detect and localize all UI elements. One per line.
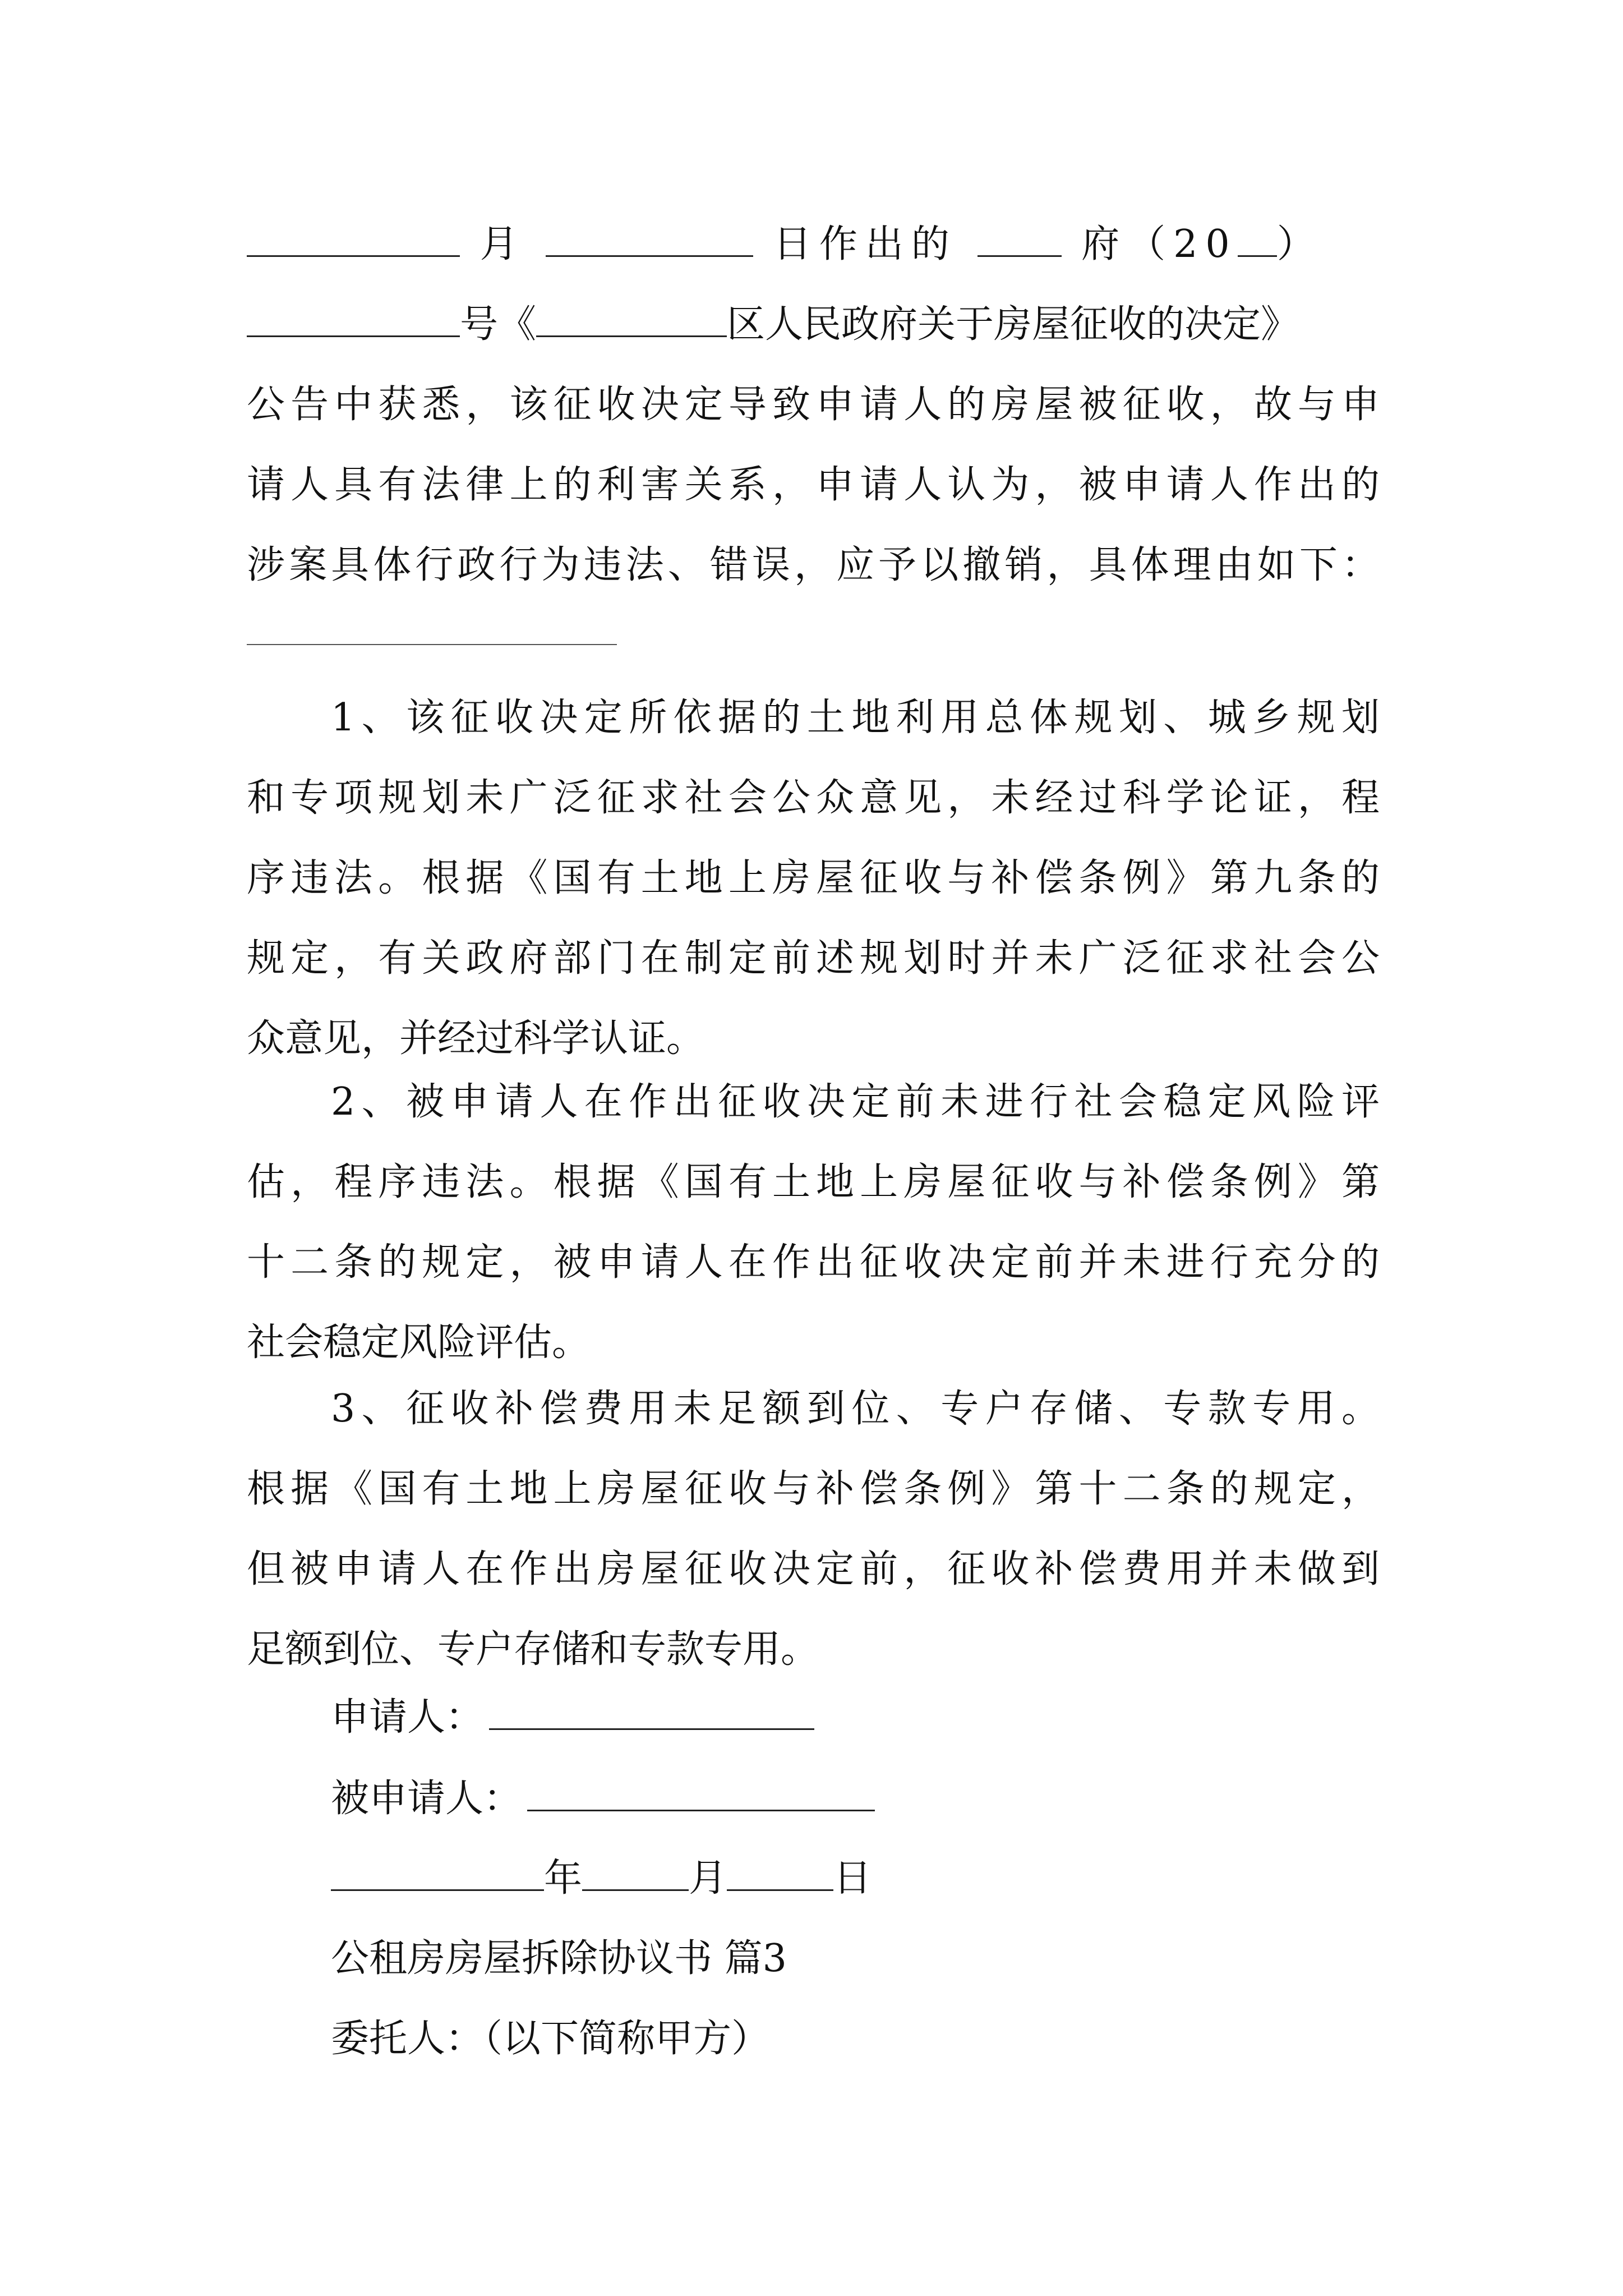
- respondent-line: [331, 1759, 875, 1839]
- reason-1: [247, 678, 1380, 1079]
- blank-year-number: [1238, 222, 1277, 257]
- reason-1-line: 和专项规划未广泛征求社会公众意见，未经过科学论证，程: [247, 776, 1380, 820]
- blank-month: [546, 222, 753, 257]
- fu-label: 府（20: [1081, 222, 1238, 266]
- reason-2-line: 2、被申请人在作出征收决定前未进行社会稳定风险评: [331, 1080, 1380, 1124]
- reason-2-line: 社会稳定风险评估。: [247, 1320, 591, 1365]
- client-line-text: 委托人：（以下简称甲方）: [331, 2017, 770, 2061]
- divider-line: [247, 644, 617, 645]
- close-bracket: ）: [1276, 222, 1323, 266]
- respondent-label: 被申请人：: [331, 1777, 522, 1821]
- section-title: [331, 1918, 787, 1999]
- decision-title: 区人民政府关于房屋征收的决定》: [727, 302, 1299, 347]
- intro-line-4: 请人具有法律上的利害关系，申请人认为，被申请人作出的: [247, 463, 1380, 507]
- intro-line-5: 涉案具体行政行为违法、错误，应予以撤销，具体理由如下：: [247, 543, 1380, 587]
- reason-2: [247, 1062, 1380, 1383]
- date-day-blank: [727, 1856, 833, 1891]
- intro-line-2: [247, 284, 1380, 365]
- blank-number: [247, 302, 460, 337]
- reason-3-line: 3、征收补偿费用未足额到位、专户存储、专款专用。: [331, 1387, 1380, 1431]
- blank-district-name: [536, 302, 727, 337]
- section-title-text: 公租房房屋拆除协议书 篇3: [331, 1936, 787, 1981]
- reason-3-line: 根据《国有土地上房屋征收与补偿条例》第十二条的规定，: [247, 1467, 1380, 1511]
- reason-1-line: 众意见，并经过科学认证。: [247, 1016, 705, 1061]
- reason-3: [247, 1369, 1380, 1690]
- date-month-blank: [582, 1856, 689, 1891]
- reason-2-line: 十二条的规定，被申请人在作出征收决定前并未进行充分的: [247, 1240, 1380, 1285]
- month-label: 月: [689, 1856, 727, 1901]
- applicant-blank: [489, 1695, 814, 1730]
- reason-1-line: 1、该征收决定所依据的土地利用总体规划、城乡规划: [331, 696, 1380, 740]
- blank-district: [978, 222, 1062, 257]
- client-line: [331, 1999, 769, 2079]
- hao-label: 号《: [460, 302, 537, 347]
- reason-1-line: 序违法。根据《国有土地上房屋征收与补偿条例》第九条的: [247, 856, 1380, 900]
- year-label: 年: [544, 1856, 583, 1901]
- date-line: [331, 1838, 872, 1918]
- day-made-label: 日作出的: [773, 222, 957, 266]
- date-year-blank: [331, 1856, 544, 1891]
- reason-1-line: 规定，有关政府部门在制定前述规划时并未广泛征求社会公: [247, 936, 1380, 981]
- month-label: 月: [479, 222, 526, 266]
- reason-3-line: 足额到位、专户存储和专款专用。: [247, 1627, 819, 1672]
- applicant-line: [331, 1677, 814, 1757]
- day-label: 日: [833, 1856, 872, 1901]
- intro-line-3: 公告中获悉，该征收决定导致申请人的房屋被征收，故与申: [247, 383, 1380, 427]
- applicant-label: 申请人：: [331, 1695, 484, 1740]
- reason-3-line: 但被申请人在作出房屋征收决定前，征收补偿费用并未做到: [247, 1547, 1380, 1591]
- respondent-blank: [527, 1776, 875, 1811]
- intro-paragraph: [247, 204, 1380, 605]
- blank-year: [247, 222, 460, 257]
- reason-2-line: 估，程序违法。根据《国有土地上房屋征收与补偿条例》第: [247, 1160, 1380, 1204]
- intro-line-1: [247, 204, 1380, 284]
